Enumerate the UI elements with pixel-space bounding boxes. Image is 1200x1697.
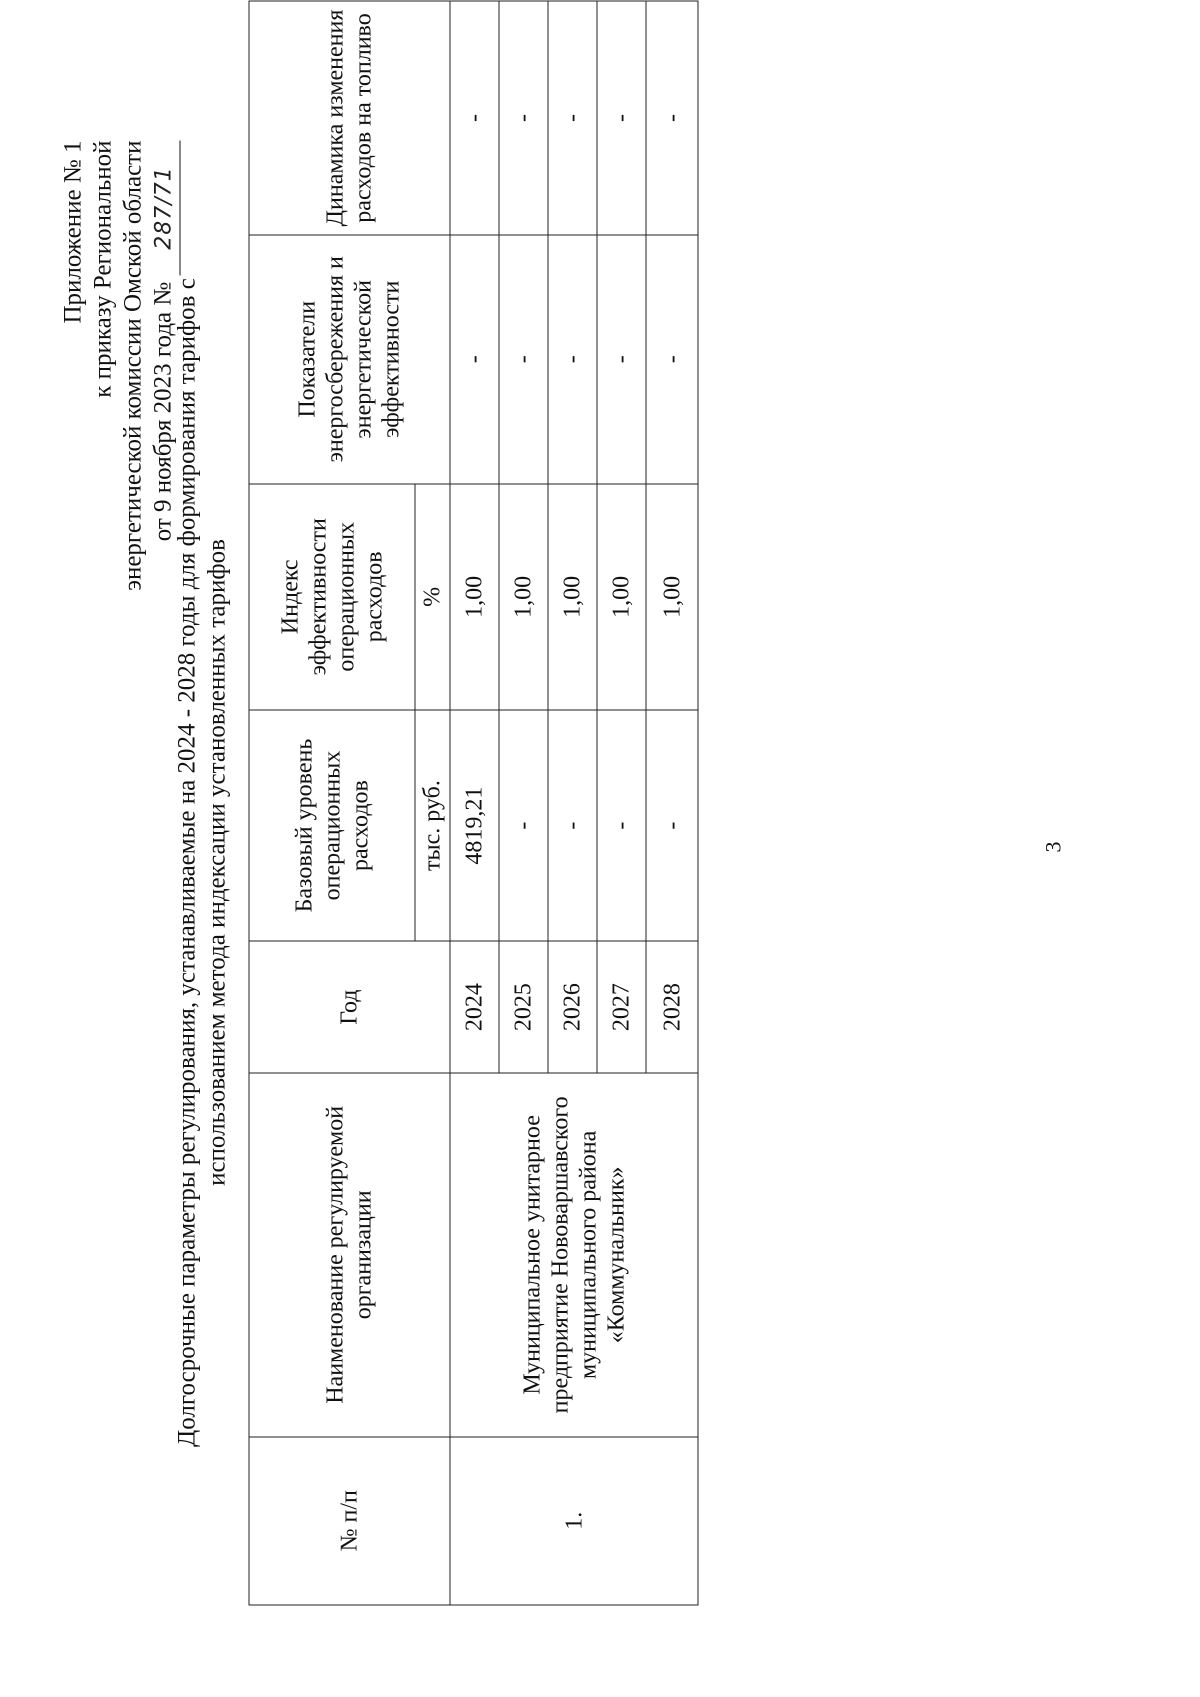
appendix-line: к приказу Региональной	[89, 140, 116, 398]
appendix-line: Приложение № 1	[59, 140, 86, 324]
cell-energy-saving: -	[499, 234, 548, 483]
cell-base-level: -	[548, 710, 597, 941]
parameters-table	[248, 0, 698, 1605]
cell-year: 2027	[597, 941, 646, 1073]
cell-energy-saving: -	[597, 234, 646, 483]
cell-base-level: -	[597, 710, 646, 941]
table-row	[450, 1, 499, 1605]
document-title-line: Долгосрочные параметры регулирования, устанавливаемые на 2024 - 2028 годы для формирования тарифов с	[173, 277, 200, 1447]
cell-fuel-dynamics: -	[646, 1, 698, 235]
cell-efficiency-index: 1,00	[499, 483, 548, 709]
header-energy-saving: Показатели энергосбережения и энергетической эффективности	[249, 234, 450, 483]
cell-energy-saving: -	[548, 234, 597, 483]
header-year: Год	[249, 941, 450, 1073]
cell-base-level: 4819,21	[450, 710, 499, 941]
cell-year: 2026	[548, 941, 597, 1073]
order-number-handwritten: 287/71	[149, 140, 180, 275]
cell-year: 2028	[646, 941, 698, 1073]
cell-energy-saving: -	[450, 234, 499, 483]
header-base-level: Базовый уровень операционных расходов	[249, 710, 415, 941]
cell-fuel-dynamics: -	[450, 1, 499, 235]
cell-efficiency-index: 1,00	[548, 483, 597, 709]
cell-fuel-dynamics: -	[597, 1, 646, 235]
cell-year: 2024	[450, 941, 499, 1073]
header-no: № п/п	[249, 1436, 450, 1604]
unit-base-level: тыс. руб.	[415, 710, 450, 941]
row-number: 1.	[450, 1436, 698, 1604]
cell-fuel-dynamics: -	[548, 1, 597, 235]
page-number: 3	[1040, 841, 1065, 852]
appendix-header	[58, 140, 180, 590]
header-efficiency-index: Индекс эффективности операционных расходов	[249, 483, 415, 709]
organization-name: Муниципальное унитарное предприятие Нововаршавского муниципального района «Коммунальник»	[450, 1073, 698, 1436]
appendix-line: энергетической комиссии Омской области	[119, 140, 146, 591]
cell-energy-saving: -	[646, 234, 698, 483]
document-title	[172, 172, 232, 1552]
appendix-date: от 9 ноября 2023 года №	[149, 281, 176, 541]
cell-base-level: -	[646, 710, 698, 941]
cell-year: 2025	[499, 941, 548, 1073]
cell-efficiency-index: 1,00	[646, 483, 698, 709]
unit-efficiency-index: %	[415, 483, 450, 709]
table-header-row	[249, 1, 415, 1605]
cell-fuel-dynamics: -	[499, 1, 548, 235]
header-organization: Наименование регулируемой организации	[249, 1073, 450, 1436]
cell-base-level: -	[499, 710, 548, 941]
header-fuel-dynamics: Динамика изменения расходов на топливо	[249, 1, 450, 235]
document-title-line: использованием метода индексации установленных тарифов	[203, 538, 230, 1186]
cell-efficiency-index: 1,00	[597, 483, 646, 709]
cell-efficiency-index: 1,00	[450, 483, 499, 709]
